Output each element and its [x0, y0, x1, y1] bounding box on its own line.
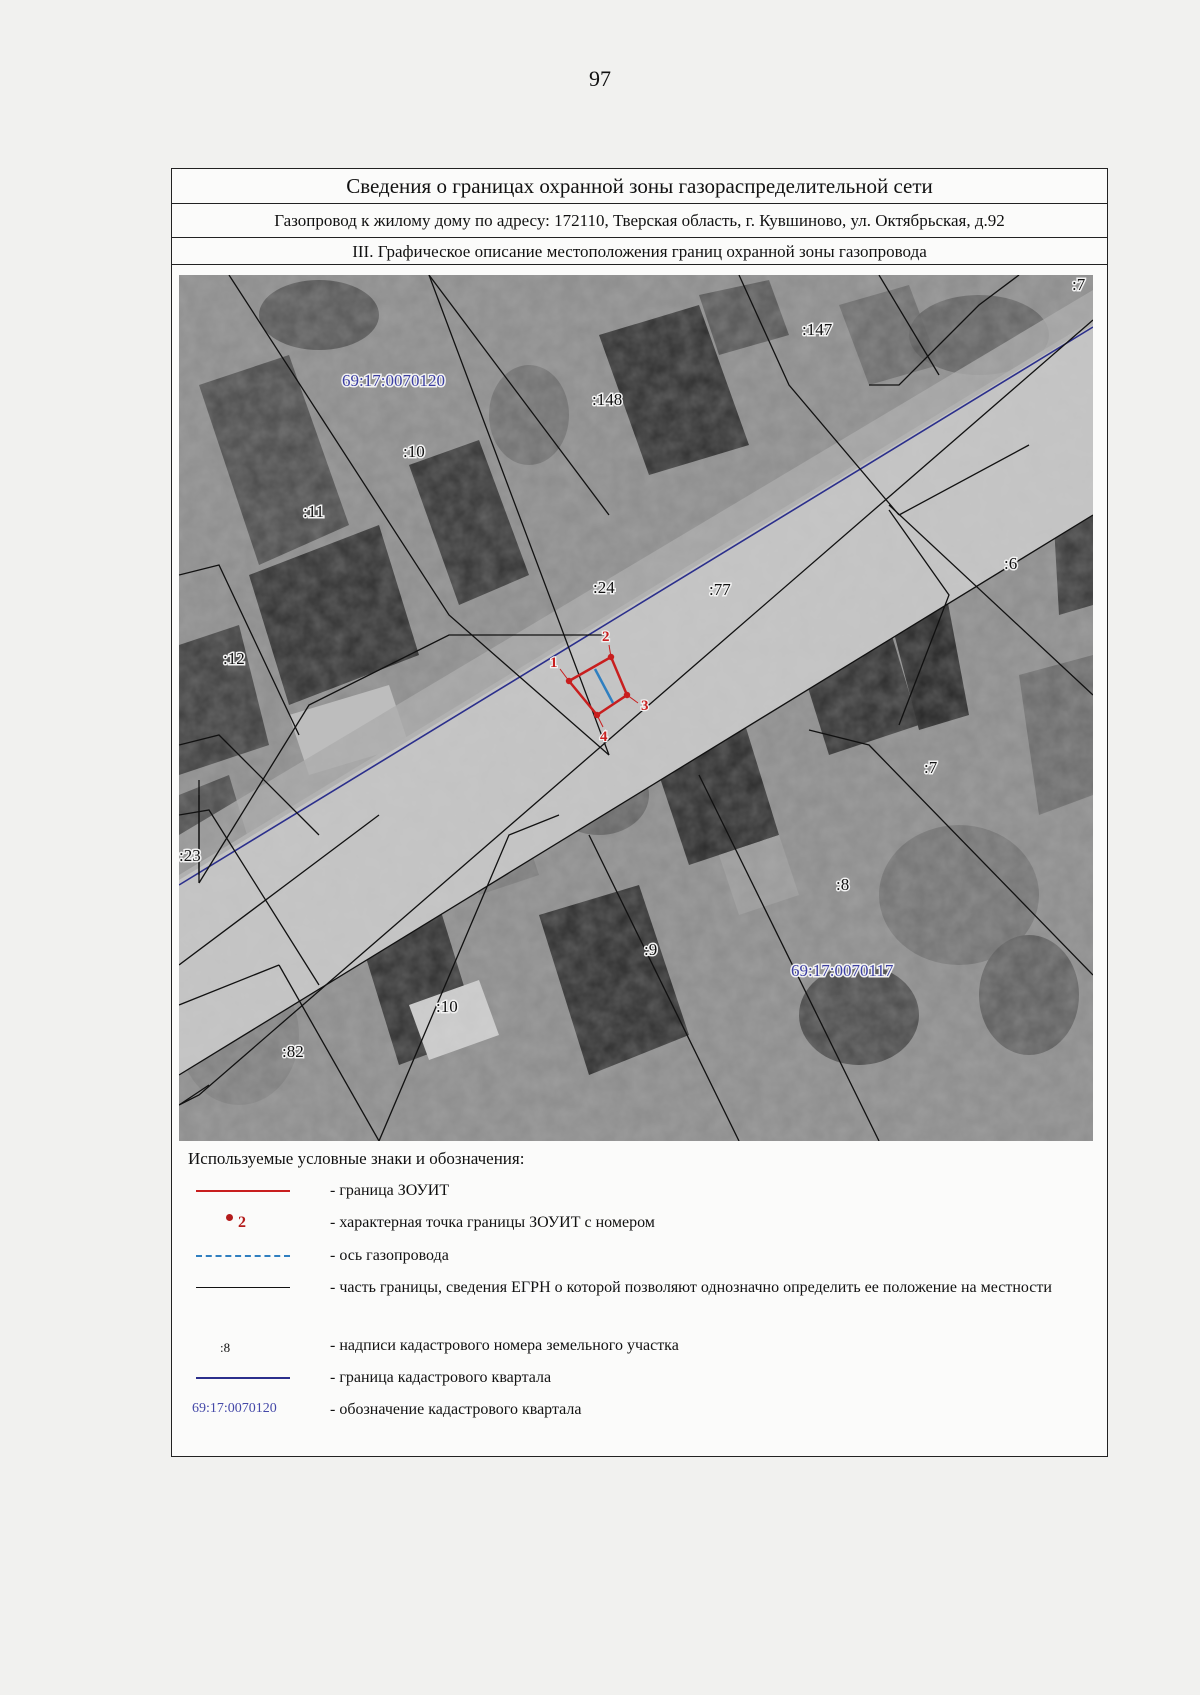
legend-text: - граница кадастрового квартала	[330, 1369, 552, 1386]
legend-item-parcel-number	[182, 1334, 1097, 1358]
parcel-label: :10	[403, 442, 425, 461]
legend-item-parcel-boundary	[182, 1276, 1097, 1328]
point-label-3: 3	[641, 698, 649, 714]
parcel-label: :6	[1004, 554, 1018, 573]
point-label-2: 2	[602, 629, 610, 645]
parcel-label: :10	[436, 997, 458, 1016]
parcel-label: :11	[303, 502, 325, 521]
quarter-number-symbol: 69:17:0070120	[192, 1401, 277, 1416]
legend-item-gas-axis	[182, 1244, 1097, 1268]
legend-item-quarter-label	[182, 1398, 1097, 1422]
legend	[182, 1149, 1097, 1449]
parcel-label: :7	[1072, 275, 1086, 294]
page-number: 97	[589, 66, 611, 91]
legend-text: - часть границы, сведения ЕГРН о которой позволяют однозначно определить ее положение на местности	[330, 1279, 1052, 1296]
legend-text: - характерная точка границы ЗОУИТ с номером	[330, 1214, 655, 1231]
legend-text: - граница ЗОУИТ	[330, 1182, 450, 1199]
legend-item-zouit-boundary	[182, 1179, 1097, 1203]
parcel-label: :148	[592, 390, 623, 409]
legend-text: - обозначение кадастрового квартала	[330, 1401, 582, 1418]
protection-zone-sheet	[171, 168, 1108, 1457]
parcel-label: :9	[644, 940, 658, 959]
quarter-label: 69:17:0070120	[342, 371, 445, 390]
parcel-label: :7	[924, 758, 938, 777]
sheet-title: Сведения о границах охранной зоны газораспределительной сети	[172, 169, 1107, 204]
parcel-label: :82	[282, 1042, 304, 1061]
parcel-label: :147	[802, 320, 833, 339]
parcel-label: :24	[593, 578, 615, 597]
section-title: III. Графическое описание местоположения границ охранной зоны газопровода	[172, 238, 1107, 265]
object-description: Газопровод к жилому дому по адресу: 172110, Тверская область, г. Кувшиново, ул. Октябрьская, д.92	[172, 204, 1107, 238]
point-symbol-number: 2	[238, 1214, 246, 1231]
parcel-label: :23	[179, 846, 201, 865]
parcel-label: :77	[709, 580, 731, 599]
legend-text: - ось газопровода	[330, 1247, 449, 1264]
parcel-number-symbol: :8	[220, 1340, 231, 1355]
legend-text: - надписи кадастрового номера земельного участка	[330, 1337, 679, 1354]
legend-title: Используемые условные знаки и обозначения:	[188, 1149, 525, 1168]
legend-item-zouit-point	[182, 1211, 1097, 1235]
parcel-label: :12	[223, 649, 245, 668]
point-label-1: 1	[550, 655, 558, 671]
photo-texture	[179, 275, 1093, 1141]
legend-item-quarter-boundary	[182, 1366, 1097, 1390]
aerial-map	[179, 275, 1093, 1141]
quarter-label: 69:17:0070117	[791, 961, 894, 980]
parcel-label: :8	[836, 875, 850, 894]
point-label-4: 4	[600, 729, 608, 745]
